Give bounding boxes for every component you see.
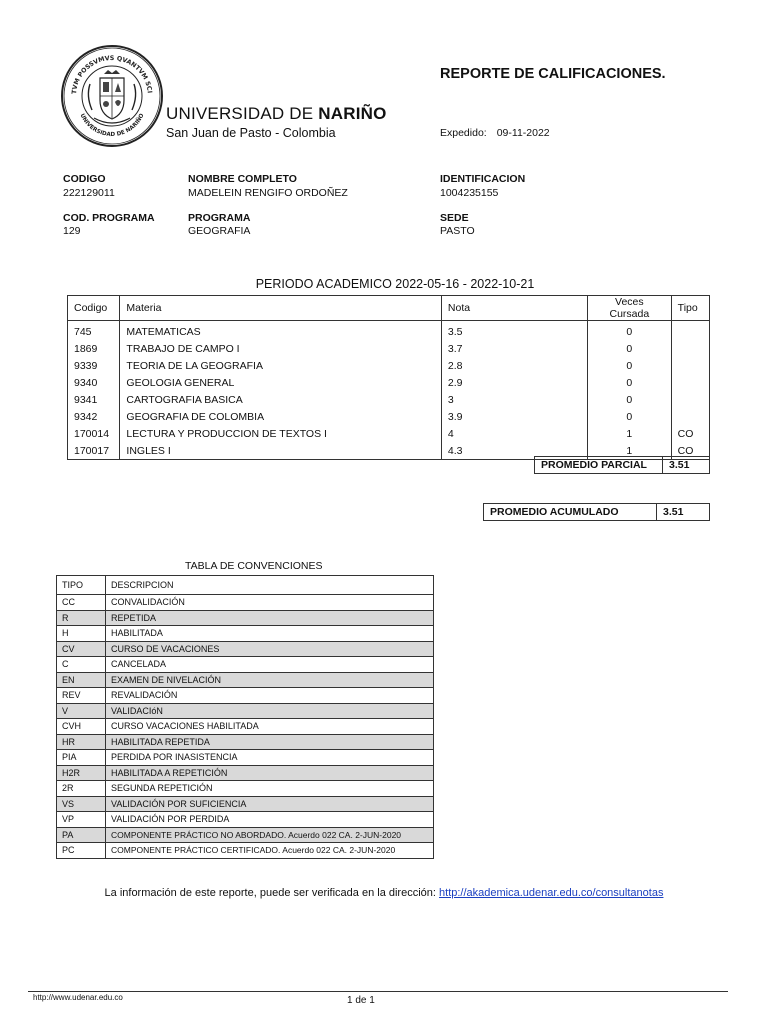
codigo-value: 222129011 (63, 187, 115, 199)
cell-tipo: CO (671, 442, 709, 460)
codigo-label: CODIGO (63, 173, 106, 185)
sede-label: SEDE (440, 212, 469, 224)
table-row (57, 734, 434, 750)
conv-desc: REPETIDA (106, 610, 434, 626)
cell-materia: INGLES I (120, 442, 442, 460)
cell-codigo: 170017 (68, 442, 120, 460)
programa-value: GEOGRAFIA (188, 225, 251, 237)
col-descripcion: DESCRIPCION (106, 576, 434, 595)
cell-tipo (671, 391, 709, 408)
cell-veces: 0 (588, 321, 672, 341)
issued-date: 09-11-2022 (496, 127, 550, 139)
conv-desc: VALIDACIÓN POR PERDIDA (106, 812, 434, 828)
cell-nota: 3.5 (441, 321, 587, 341)
verification-note (0, 887, 768, 899)
table-row (57, 688, 434, 704)
table-row (68, 374, 710, 391)
conv-desc: PERDIDA POR INASISTENCIA (106, 750, 434, 766)
conv-desc: HABILITADA (106, 626, 434, 642)
footer-divider (28, 991, 728, 992)
conv-tipo: VP (57, 812, 106, 828)
conv-desc: COMPONENTE PRÁCTICO NO ABORDADO. Acuerdo 022 CA. 2-JUN-2020 (106, 827, 434, 843)
university-location: San Juan de Pasto - Colombia (166, 126, 336, 140)
cell-veces: 0 (588, 391, 672, 408)
conv-desc: VALIDACIóN (106, 703, 434, 719)
table-row (57, 843, 434, 859)
conv-desc: CURSO VACACIONES HABILITADA (106, 719, 434, 735)
table-row (57, 719, 434, 735)
col-nota: Nota (441, 296, 587, 321)
col-materia: Materia (120, 296, 442, 321)
cell-nota: 4 (441, 425, 587, 442)
conv-desc: HABILITADA A REPETICIÓN (106, 765, 434, 781)
cell-veces: 1 (588, 442, 672, 460)
verification-text: La información de este reporte, puede ser verificada en la dirección: (104, 887, 436, 899)
cell-nota: 3.9 (441, 408, 587, 425)
table-row (57, 657, 434, 673)
table-row (68, 391, 710, 408)
cell-materia: CARTOGRAFIA BASICA (120, 391, 442, 408)
table-row (57, 765, 434, 781)
nombre-label: NOMBRE COMPLETO (188, 173, 297, 185)
conv-tipo: PIA (57, 750, 106, 766)
conv-tipo: PA (57, 827, 106, 843)
conv-desc: CURSO DE VACACIONES (106, 641, 434, 657)
conv-tipo: CV (57, 641, 106, 657)
conv-desc: CANCELADA (106, 657, 434, 673)
cell-nota: 3.7 (441, 340, 587, 357)
conventions-table (56, 575, 434, 859)
cell-nota: 2.9 (441, 374, 587, 391)
table-row (57, 750, 434, 766)
table-row (68, 408, 710, 425)
cell-tipo: CO (671, 425, 709, 442)
cell-nota: 4.3 (441, 442, 587, 460)
cell-materia: GEOLOGIA GENERAL (120, 374, 442, 391)
cod-programa-value: 129 (63, 225, 81, 237)
footer-url: http://www.udenar.edu.co (33, 993, 123, 1002)
cell-tipo (671, 357, 709, 374)
table-row (57, 703, 434, 719)
footer-page-number: 1 de 1 (347, 995, 375, 1006)
table-row (57, 626, 434, 642)
table-row (68, 425, 710, 442)
grades-table (67, 295, 710, 460)
cell-tipo (671, 321, 709, 341)
cell-tipo (671, 340, 709, 357)
report-title: REPORTE DE CALIFICACIONES. (440, 66, 666, 82)
conv-desc: EXAMEN DE NIVELACIÓN (106, 672, 434, 688)
university-name-bold: NARIÑO (318, 104, 387, 123)
conv-tipo: H2R (57, 765, 106, 781)
cell-codigo: 745 (68, 321, 120, 341)
conv-desc: REVALIDACIÓN (106, 688, 434, 704)
verification-link[interactable]: http://akademica.udenar.edu.co/consultanotas (439, 887, 664, 899)
issued-label: Expedido: (440, 127, 487, 139)
table-row (57, 595, 434, 611)
conv-tipo: EN (57, 672, 106, 688)
conv-desc: VALIDACIÓN POR SUFICIENCIA (106, 796, 434, 812)
conventions-title: TABLA DE CONVENCIONES (185, 560, 323, 572)
cell-codigo: 9340 (68, 374, 120, 391)
cell-veces: 0 (588, 408, 672, 425)
conv-tipo: PC (57, 843, 106, 859)
conv-tipo: VS (57, 796, 106, 812)
programa-label: PROGRAMA (188, 212, 251, 224)
university-prefix: UNIVERSIDAD DE (166, 104, 314, 123)
conv-tipo: H (57, 626, 106, 642)
promedio-acumulado-box (483, 503, 710, 521)
conv-desc: COMPONENTE PRÁCTICO CERTIFICADO. Acuerdo 022 CA. 2-JUN-2020 (106, 843, 434, 859)
col-codigo: Codigo (68, 296, 120, 321)
cell-materia: LECTURA Y PRODUCCION DE TEXTOS I (120, 425, 442, 442)
cell-veces: 0 (588, 357, 672, 374)
cell-codigo: 170014 (68, 425, 120, 442)
nombre-value: MADELEIN RENGIFO ORDOÑEZ (188, 187, 348, 199)
conv-tipo: R (57, 610, 106, 626)
cell-codigo: 9339 (68, 357, 120, 374)
conv-desc: CONVALIDACIÓN (106, 595, 434, 611)
table-row (68, 357, 710, 374)
promedio-acumulado-value: 3.51 (657, 504, 710, 521)
cell-veces: 0 (588, 374, 672, 391)
conv-tipo: V (57, 703, 106, 719)
table-row (57, 610, 434, 626)
conv-tipo: CC (57, 595, 106, 611)
cell-materia: GEOGRAFIA DE COLOMBIA (120, 408, 442, 425)
col-veces: Veces Cursada (588, 296, 672, 321)
cell-nota: 2.8 (441, 357, 587, 374)
conv-tipo: HR (57, 734, 106, 750)
table-row (57, 781, 434, 797)
cell-materia: MATEMATICAS (120, 321, 442, 341)
university-name (166, 104, 387, 124)
cell-tipo (671, 374, 709, 391)
grades-header-row (68, 296, 710, 321)
conv-tipo: CVH (57, 719, 106, 735)
promedio-parcial-label: PROMEDIO PARCIAL (535, 457, 663, 474)
cell-materia: TRABAJO DE CAMPO I (120, 340, 442, 357)
table-row (57, 812, 434, 828)
promedio-parcial-box (534, 456, 710, 474)
identificacion-value: 1004235155 (440, 187, 499, 199)
cell-nota: 3 (441, 391, 587, 408)
table-row (57, 641, 434, 657)
seal-text-bottom: UNIVERSIDAD DE NARIÑO (78, 112, 146, 139)
table-row (57, 827, 434, 843)
conv-tipo: 2R (57, 781, 106, 797)
issued-date-line (440, 127, 550, 139)
table-row (57, 672, 434, 688)
table-row (57, 796, 434, 812)
cell-codigo: 1869 (68, 340, 120, 357)
conv-tipo: REV (57, 688, 106, 704)
cell-veces: 1 (588, 425, 672, 442)
seal-text-top: TVM POSSVMVS QVANTVM SCI (71, 54, 153, 95)
table-row (68, 321, 710, 341)
promedio-acumulado-label: PROMEDIO ACUMULADO (484, 504, 657, 521)
conv-desc: SEGUNDA REPETICIÓN (106, 781, 434, 797)
col-tipo: TIPO (57, 576, 106, 595)
table-row (68, 340, 710, 357)
cell-materia: TEORIA DE LA GEOGRAFIA (120, 357, 442, 374)
university-seal (60, 44, 164, 148)
cod-programa-label: COD. PROGRAMA (63, 212, 155, 224)
conv-tipo: C (57, 657, 106, 673)
cell-veces: 0 (588, 340, 672, 357)
identificacion-label: IDENTIFICACION (440, 173, 526, 185)
seal-icon (60, 44, 164, 148)
sede-value: PASTO (440, 225, 475, 237)
cell-tipo (671, 408, 709, 425)
cell-codigo: 9342 (68, 408, 120, 425)
conv-desc: HABILITADA REPETIDA (106, 734, 434, 750)
conventions-header-row (57, 576, 434, 595)
promedio-parcial-value: 3.51 (663, 457, 710, 474)
col-tipo: Tipo (671, 296, 709, 321)
period-title: PERIODO ACADEMICO 2022-05-16 - 2022-10-21 (255, 277, 535, 291)
cell-codigo: 9341 (68, 391, 120, 408)
